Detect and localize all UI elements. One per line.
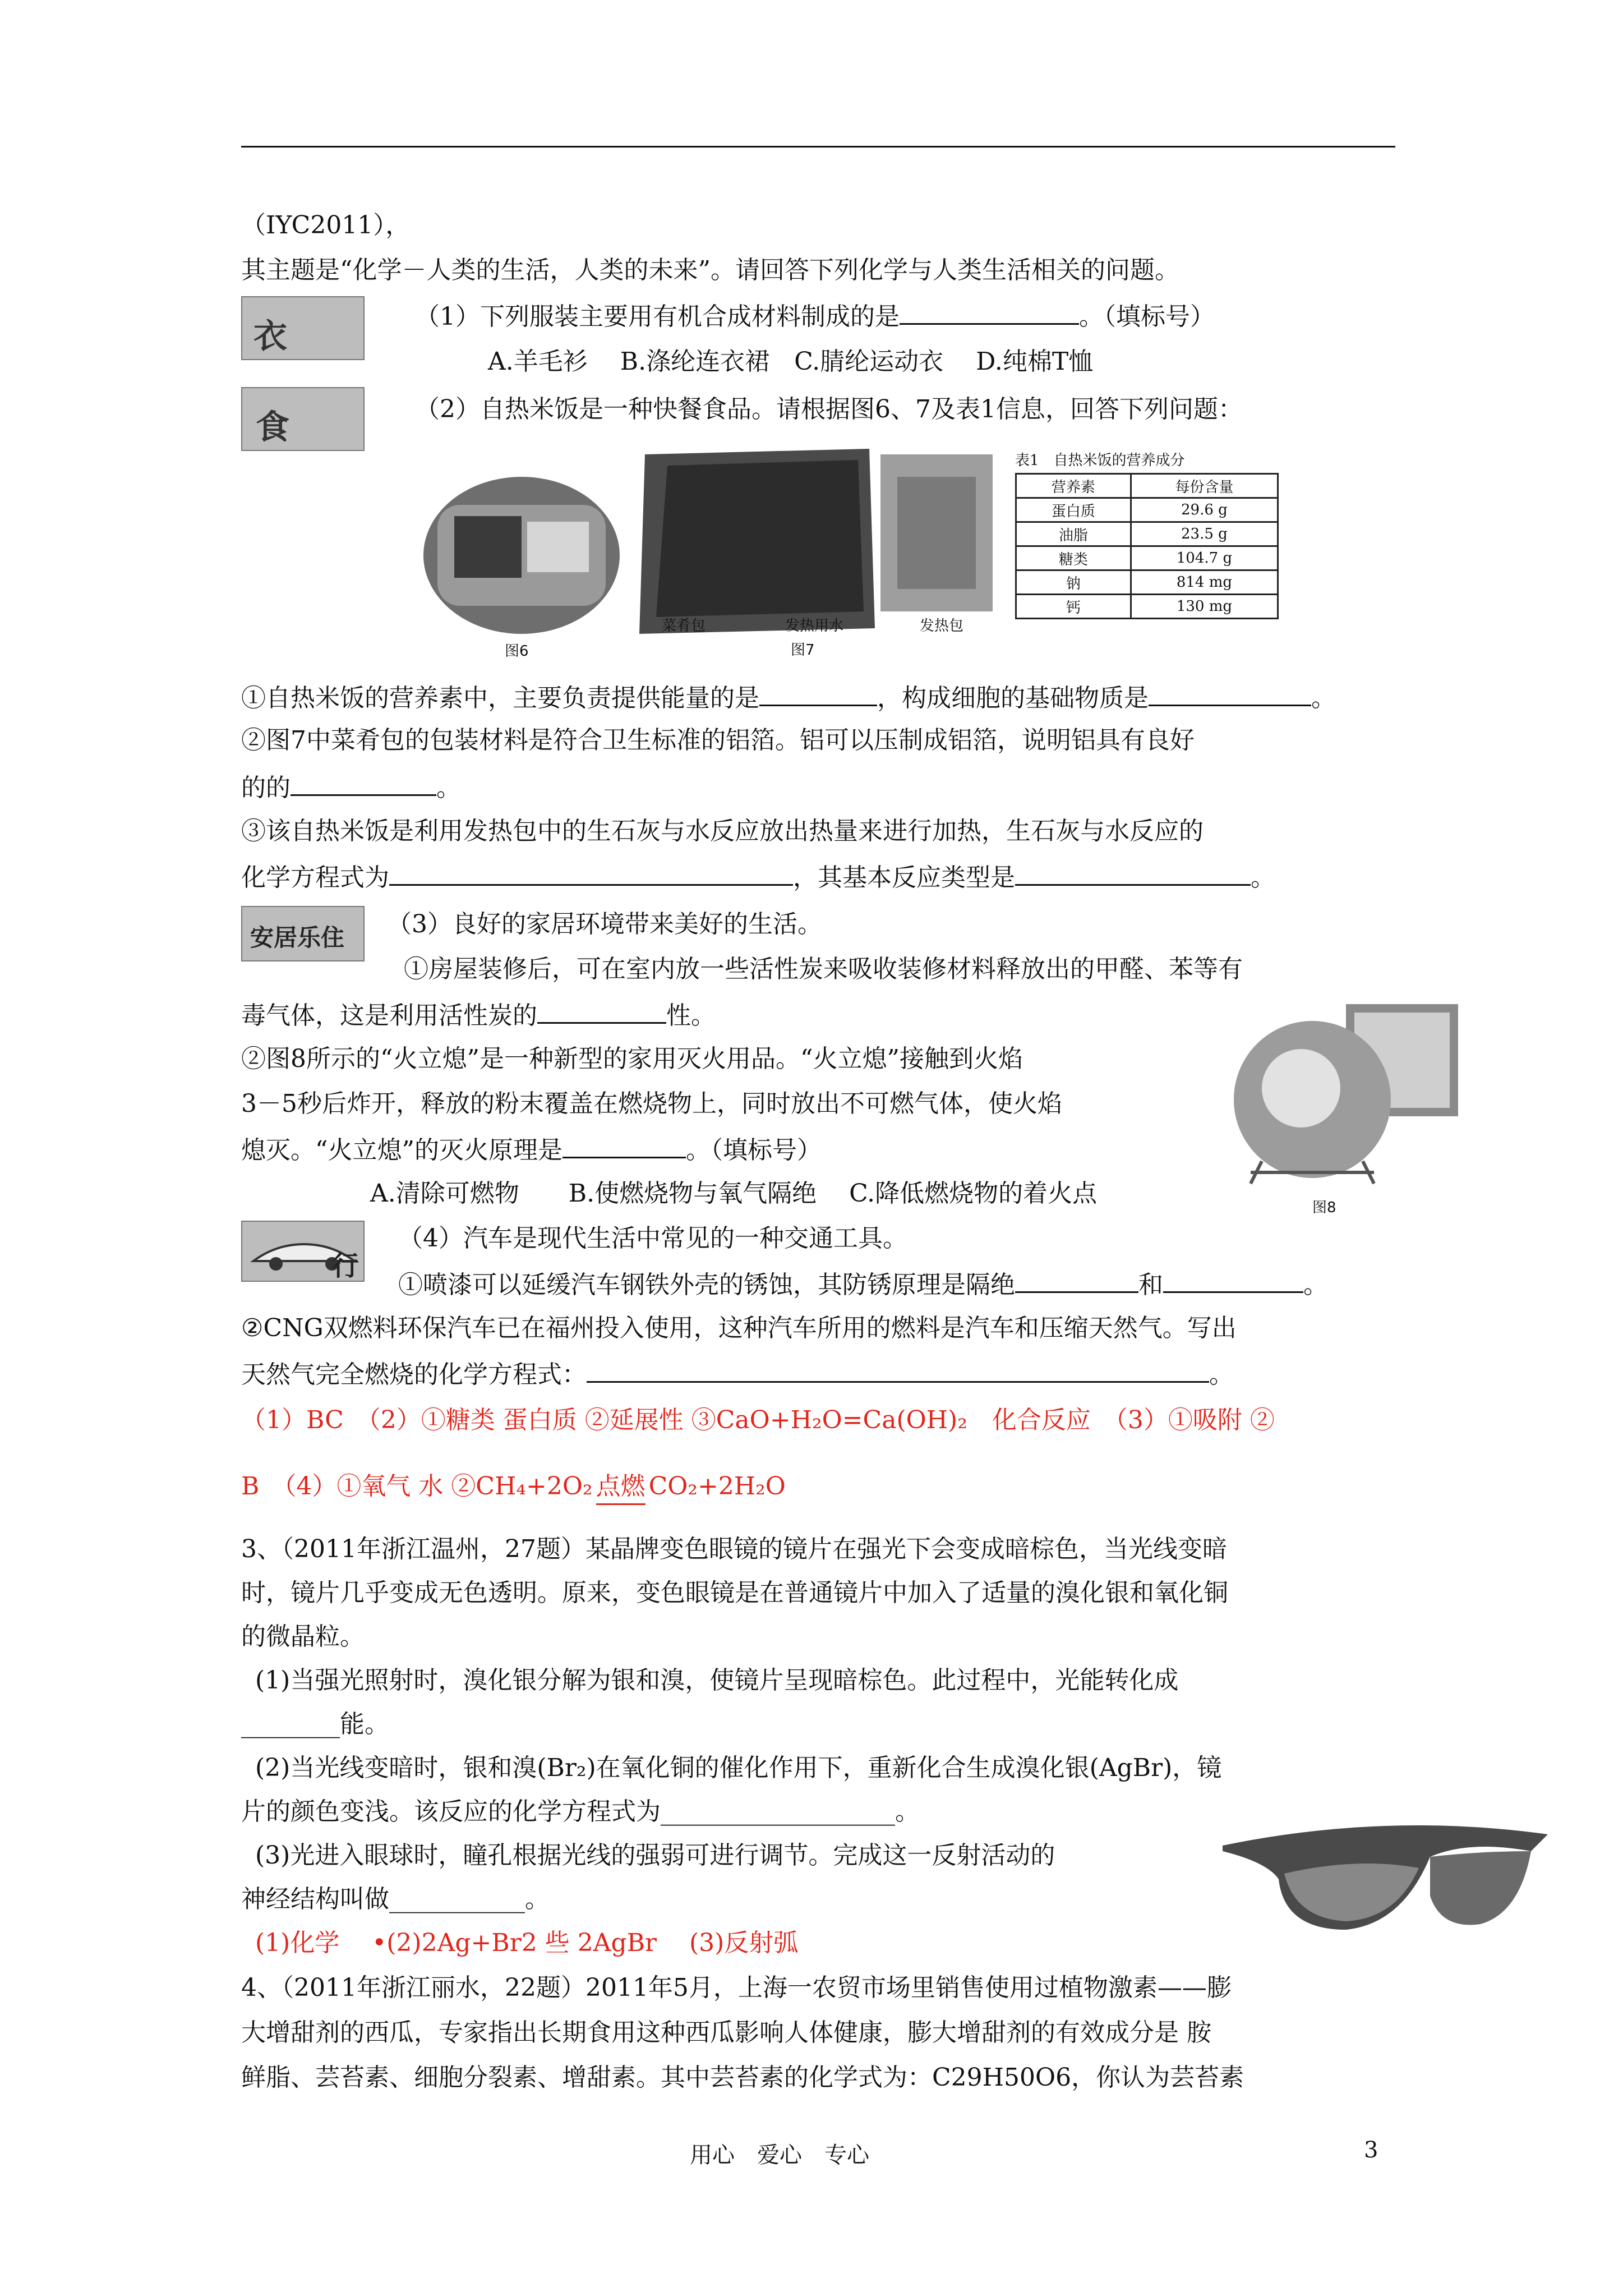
figure-8-fire-extinguisher-ball [1217,993,1464,1217]
answer-blank[interactable] [1015,859,1251,886]
question-2-2: 的的 。 [241,770,461,805]
text-line: 4、（2011年浙江丽水，22题）2011年5月，上海一农贸市场里销售使用过植物激素——膨 [241,1973,1232,2002]
text-line: 鲜脂、芸苔素、细胞分裂素、增甜素。其中芸苔素的化学式为：C29H50O6，你认为芸苔素 [241,2063,1244,2092]
question-4-2: 天然气完全燃烧的化学方程式： 。 [241,1356,1234,1392]
question-4: （4）汽车是现代生活中常见的一种交通工具。 [398,1224,907,1253]
text-line: 其主题是“化学－人类的生活，人类的未来”。请回答下列化学与人类生活相关的问题。 [241,256,1179,284]
answer-blank[interactable] [537,997,666,1024]
question-2: （2）自热米饭是一种快餐食品。请根据图6、7及表1信息，回答下列问题： [415,395,1243,424]
question-2-1: ①自热米饭的营养素中，主要负责提供能量的是 ，构成细胞的基础物质是 。 [241,680,1336,715]
figure-6-caption: 图6 [505,643,529,660]
answer-blank[interactable] [900,298,1079,325]
options-line: A.羊毛衫 B.涤纶连衣裙 C.腈纶运动衣 D.纯棉T恤 [488,347,1094,376]
answer-blank[interactable] [291,770,436,796]
car-icon: 行 [241,1221,365,1282]
answer-blank[interactable] [1149,680,1311,706]
figure-7-label: 菜肴包 [662,618,706,634]
text-line: ________能。 [241,1710,389,1738]
figure-7-label: 发热包 [920,618,964,634]
options-line: A.清除可燃物 B.使燃烧物与氧气隔绝 C.降低燃烧物的着火点 [370,1179,1098,1208]
text-line: ②CNG双燃料环保汽车已在福州投入使用，这种汽车所用的燃料是汽车和压缩天然气。写出 [241,1314,1237,1342]
table-1-nutrition: 表1 自热米饭的营养成分 营养素 每份含量 蛋白质 29.6 g 油脂 23.5 g 糖类 104.7 g 钠 814 mg 钙 130 mg [1015,449,1279,619]
figure-7-label: 发热用水 [785,618,844,634]
answer-blank[interactable] [759,680,877,706]
figure-7-caption: 图7 [791,642,815,659]
text-line: ③该自热米饭是利用发热包中的生石灰与水反应放出热量来进行加热，生石灰与水反应的 [241,817,1204,845]
question-3-1: 毒气体，这是利用活性炭的 性。 [241,997,716,1033]
text-line: 的微晶粒。 [241,1622,365,1651]
sunglasses-image [1217,1812,1553,1958]
question-3-2: 熄灭。“火立熄”的灭火原理是 。（填标号） [241,1132,822,1167]
text-line: (2)当光线变暗时，银和溴(Br₂)在氧化铜的催化作用下，重新化合生成溴化银(AgBr)，镜 [255,1754,1222,1782]
housing-icon: 安居乐住 [241,906,365,961]
food-icon: 食 [241,387,365,451]
text-line: 3－5秒后炸开，释放的粉末覆盖在燃烧物上，同时放出不可燃气体，使火焰 [241,1089,1062,1118]
question-4-1: ①喷漆可以延缓汽车钢铁外壳的锈蚀，其防锈原理是隔绝 和 。 [398,1267,1328,1302]
reaction-condition: 点燃 [596,1470,645,1505]
text-line: 神经结构叫做___________。 [241,1885,550,1913]
text-line: ②图7中菜肴包的包装材料是符合卫生标准的铝箔。铝可以压制成铝箔，说明铝具有良好 [241,726,1195,754]
text-line: （IYC2011）， [241,211,411,240]
answer-blank[interactable] [389,859,793,886]
text-line: 时，镜片几乎变成无色透明。原来，变色眼镜是在普通镜片中加入了适量的溴化银和氧化铜 [241,1579,1228,1607]
header-rule [241,146,1395,148]
clothing-icon: 衣 [241,296,365,360]
text-line: 3、（2011年浙江温州，27题）某晶牌变色眼镜的镜片在强光下会变成暗棕色，当光线变暗 [241,1535,1227,1563]
page-number: 3 [1364,2137,1378,2163]
text-line: 大增甜剂的西瓜，专家指出长期食用这种西瓜影响人体健康，膨大增甜剂的有效成分是 胺 [241,2018,1211,2047]
answer-blank[interactable] [587,1356,1209,1383]
answer-key-line: （1）BC （2）①糖类 蛋白质 ②延展性 ③CaO+H₂O=Ca(OH)₂ 化合反应 （3）①吸附 ② [241,1406,1275,1434]
text-line: 片的颜色变浅。该反应的化学方程式为___________________。 [241,1797,920,1826]
answer-blank[interactable] [562,1132,686,1158]
question-2-3: 化学方程式为 ，其基本反应类型是 。 [241,859,1275,895]
answer-key-line: B （4）①氧气 水 ②CH₄+2O₂ 点燃 CO₂+2H₂O [241,1470,786,1505]
question-1: （1）下列服装主要用有机合成材料制成的是 。（填标号） [415,298,1215,334]
text-line: ②图8所示的“火立熄”是一种新型的家用灭火用品。“火立熄”接触到火焰 [241,1045,1023,1073]
answer-blank[interactable] [1163,1267,1303,1293]
question-3: （3）良好的家居环境带来美好的生活。 [387,910,822,938]
footer-motto: 用心 爱心 专心 [690,2142,869,2168]
text-line: ①房屋装修后，可在室内放一些活性炭来吸收装修材料释放出的甲醛、苯等有 [404,955,1243,983]
figure-6-rice-box [415,443,628,662]
text-line: (1)当强光照射时，溴化银分解为银和溴，使镜片呈现暗棕色。此过程中，光能转化成 [255,1666,1179,1695]
figure-8-caption: 图8 [1312,1199,1336,1216]
answer-key-line: (1)化学 •(2)2Ag+Br2 些 2AgBr (3)反射弧 [255,1929,799,1957]
answer-blank[interactable] [1015,1267,1138,1293]
text-line: (3)光进入眼球时，瞳孔根据光线的强弱可进行调节。完成这一反射活动的 [255,1841,1055,1870]
